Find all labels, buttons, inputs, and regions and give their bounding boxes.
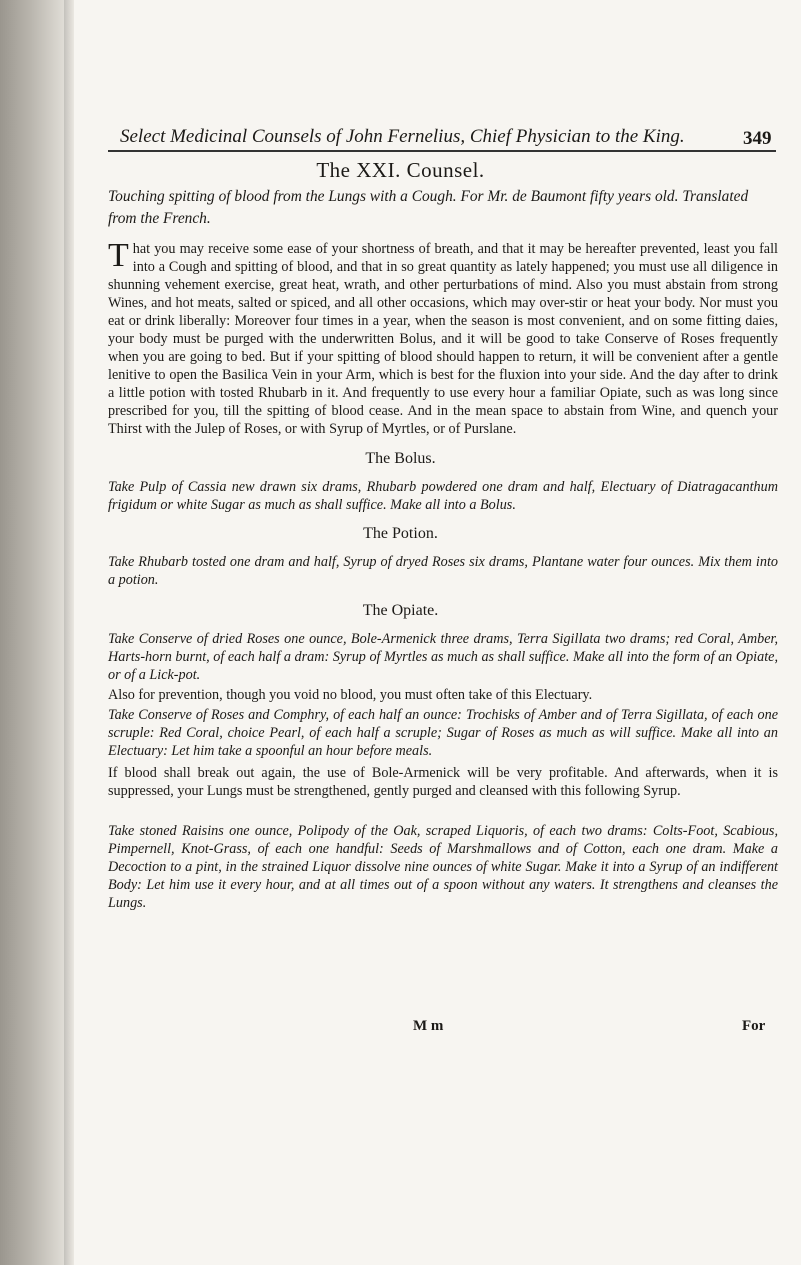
running-head: Select Medicinal Counsels of John Fernelius, Chief Physician to the King. bbox=[120, 126, 685, 147]
chapter-title: The XXI. Counsel. bbox=[316, 158, 485, 182]
opiate-recipe: Take Conserve of dried Roses one ounce, Bole-Armenick three drams, Terra Sigillata two drams; red Coral, Amber, Harts-horn burnt, of each half a dram: Syrup of Myrtles as much as shall suffice. Make all into the form of an Opiate, or of a Lick-pot. bbox=[108, 631, 778, 683]
electuary-recipe: Take Conserve of Roses and Comphry, of each half an ounce: Trochisks of Amber and of Terra Sigillata, of each one scruple: Red Coral, choice Pearl, of each half a scruple; Sugar of Roses as much as will suffice. Make all into an Electuary: Let him take a spoonful an hour before meals. bbox=[108, 707, 778, 759]
body-paragraph: That you may receive some ease of your shortness of breath, and that it may be hereafter prevented, least you fall into a Cough and spitting of blood, and that in so great quantity as lately happened; you must use all diligence in shunning vehement exercise, great heat, wrath, and other perturbations of mind. Also you must abstain from strong Wines, and hot meats, salted or spiced, and all other occasions, which may over-stir or heat your body. Nor must you eat or drink liberally: Moreover four times in a year, when the season is most convenient, and on some fitting daies, your body must be purged with the underwritten Bolus, and it will be good to take Conserve of Roses frequently when you are going to bed. But if your spitting of blood should happen to return, it will be convenient after a gentle lenitive to open the Basilica Vein in your Arm, which is best for the fluxion into your side. And the day after to drink a little potion with tosted Rhubarb in it. And frequently to use every hour a familiar Opiate, such as was long since prescribed for you, till the spitting of blood cease. And in the mean space to abstain from Wine, and quench your Thirst with the Julep of Roses, or with Syrup of Myrtles, or of Purslane. bbox=[108, 237, 778, 437]
page-number: 349 bbox=[743, 128, 772, 149]
signature-mark: M m bbox=[413, 1018, 444, 1034]
bolus-recipe: Take Pulp of Cassia new drawn six drams, Rhubarb powdered one dram and half, Electuary of Diatragacanthum frigidum or white Sugar as much as shall suffice. Make all into a Bolus. bbox=[108, 479, 778, 513]
potion-heading: The Potion. bbox=[363, 525, 438, 542]
potion-recipe: Take Rhubarb tosted one dram and half, Syrup of dryed Roses six drams, Plantane water four ounces. Mix them into a potion. bbox=[108, 554, 778, 588]
header-rule bbox=[108, 150, 776, 152]
catchword: For bbox=[742, 1018, 766, 1034]
bolus-heading: The Bolus. bbox=[365, 450, 436, 467]
intro-paragraph: Touching spitting of blood from the Lungs with a Cough. For Mr. de Baumont fifty years old. Translated from the French. bbox=[108, 188, 749, 227]
opiate-heading: The Opiate. bbox=[362, 602, 439, 619]
book-binding bbox=[0, 0, 74, 1265]
electuary-note: Also for prevention, though you void no blood, you must often take of this Electuary. bbox=[108, 687, 593, 703]
syrup-recipe: Take stoned Raisins one ounce, Polipody of the Oak, scraped Liquoris, of each two drams: Colts-Foot, Scabious, Pimpernell, Knot-Grass, of each one handful: Seeds of Marshmallows and of Cotton, each one dram. Make a Decoction to a pint, in the strained Liquor dissolve nine ounces of white Sugar. Make it into a Syrup of an indifferent Body: Let him use it every hour, and at all times out of a spoon without any waters. It strengthens and cleanses the Lungs. bbox=[108, 823, 778, 911]
syrup-note: If blood shall break out again, the use of Bole-Armenick will be very profitable. And afterwards, when it is suppressed, your Lungs must be strengthened, gently purged and cleansed with this following Syrup. bbox=[108, 765, 778, 799]
binding-fold-shadow bbox=[64, 0, 74, 1265]
